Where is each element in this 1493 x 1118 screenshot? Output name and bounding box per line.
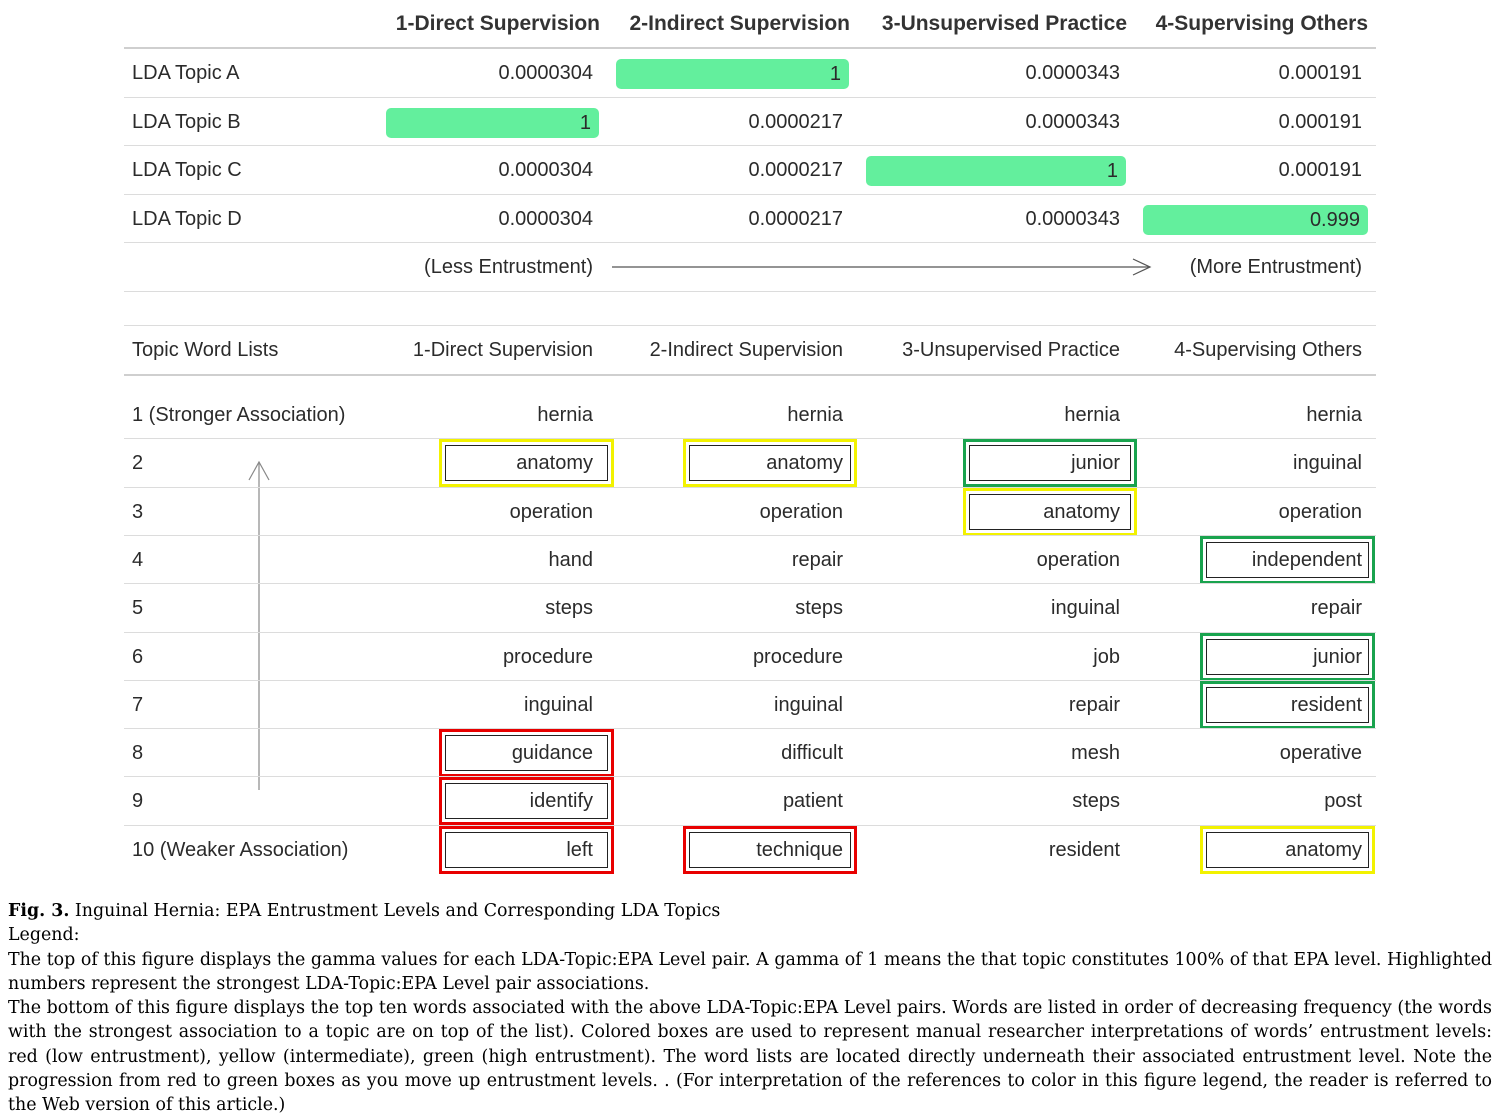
caption-paragraph: The top of this figure displays the gamma values for each LDA-Topic:EPA Level pair. A gamma of 1 means the that topic constitutes 100% of that EPA level. Highlighted numbers represent the strongest LDA-Topic:EPA Level pair associations.: [8, 949, 1492, 994]
divider: [124, 680, 1376, 681]
more-entrustment-label: (More Entrustment): [1189, 256, 1362, 278]
gamma-header-row: [124, 0, 1376, 48]
topic-word: identify: [529, 790, 593, 813]
caption-paragraph: The bottom of this figure displays the top ten words associated with the above LDA-Topic:EPA Level pairs. Words are listed in order of decreasing frequency (the words with the strongest association to a topic are on top of the list). Colored boxes are used to represent manual researcher interpretations of words’ entrustment levels: red (low entrustment), yellow (intermediate), green (high entrustment). The word lists are located directly underneath their associated entrustment level. Note the progression from red to green boxes as you move up entrustment levels. . (For interpretation of the references to color in this figure legend, the reader is referred to the Web version of this article.): [8, 998, 1492, 1116]
topic-word: resident: [1290, 693, 1362, 716]
topic-word: hernia: [1064, 404, 1120, 426]
word-row: [124, 777, 1376, 825]
word-row-label: 4: [132, 548, 144, 571]
arrow-up-icon: [248, 460, 270, 790]
figure-caption: [8, 899, 1492, 1118]
word-row: [124, 536, 1376, 584]
word-row-label: 6: [132, 645, 144, 668]
topic-word: guidance: [511, 742, 593, 765]
divider: [124, 632, 1376, 633]
word-row-label: 2: [132, 452, 144, 475]
word-row-label: 3: [132, 500, 144, 523]
topic-word: junior: [1071, 452, 1120, 475]
topic-word: inguinal: [1293, 452, 1362, 475]
topic-word: procedure: [502, 645, 593, 668]
divider: [124, 145, 1376, 146]
topic-word: technique: [756, 838, 843, 861]
topic-word: steps: [795, 597, 843, 620]
topic-word: anatomy: [766, 452, 843, 475]
topic-word: inguinal: [1051, 597, 1120, 620]
divider: [124, 374, 1376, 376]
entrustment-arrow-row: [124, 243, 1376, 291]
topic-word: resident: [1048, 838, 1120, 861]
word-row-label: 9: [132, 790, 144, 813]
word-row: [124, 826, 1376, 874]
arrow-right-icon: [612, 257, 1154, 277]
gamma-highlight-bar: [866, 156, 1126, 186]
topic-word: inguinal: [524, 693, 593, 716]
divider: [124, 583, 1376, 584]
topic-word: operation: [1278, 500, 1362, 523]
word-row: [124, 488, 1376, 536]
gamma-value: 0.0000217: [748, 159, 843, 181]
gamma-value: 0.0000343: [1025, 110, 1120, 133]
topic-word: difficult: [781, 742, 843, 765]
topic-word: post: [1324, 790, 1362, 813]
gamma-value: 1: [579, 111, 591, 134]
legend-label: Legend:: [8, 925, 80, 946]
gamma-row: [124, 195, 1376, 243]
topic-word: junior: [1313, 645, 1362, 668]
less-entrustment-label: (Less Entrustment): [424, 256, 593, 278]
figure-label: Fig. 3.: [8, 901, 70, 921]
topic-word: steps: [545, 597, 593, 620]
gamma-value: 0.000191: [1278, 159, 1362, 181]
word-row: [124, 439, 1376, 487]
gamma-row-label: LDA Topic A: [132, 62, 240, 84]
topic-word: left: [566, 838, 593, 861]
divider: [124, 194, 1376, 195]
topic-word: hernia: [787, 404, 843, 426]
word-row-label: 7: [132, 693, 144, 716]
topic-word: anatomy: [1285, 838, 1362, 861]
word-row: [124, 681, 1376, 729]
gamma-highlight-bar: [386, 108, 599, 138]
topic-word: repair: [1310, 597, 1362, 620]
topic-word: anatomy: [1043, 500, 1120, 523]
topic-word: operative: [1279, 742, 1362, 765]
word-body: [124, 391, 1376, 874]
topic-word: repair: [791, 548, 843, 571]
topic-word: hernia: [537, 404, 593, 426]
word-header-row: [124, 326, 1376, 374]
gamma-row-label: LDA Topic C: [132, 159, 242, 181]
divider: [124, 825, 1376, 826]
word-col-header: 3-Unsupervised Practice: [902, 339, 1120, 361]
topic-word: repair: [1068, 693, 1120, 716]
topic-word: independent: [1251, 548, 1362, 571]
divider: [124, 776, 1376, 777]
topic-word: mesh: [1071, 742, 1120, 765]
gamma-value: 0.999: [1309, 208, 1360, 231]
topic-word: hand: [548, 548, 593, 571]
word-col-header: 2-Indirect Supervision: [649, 339, 843, 361]
divider: [124, 728, 1376, 729]
gamma-highlight-bar: [1143, 205, 1368, 235]
figure-title: Inguinal Hernia: EPA Entrustment Levels and Corresponding LDA Topics: [74, 901, 721, 921]
word-row: [124, 633, 1376, 681]
gamma-value: 0.0000343: [1025, 62, 1120, 84]
gamma-row-label: LDA Topic D: [132, 207, 242, 230]
divider: [124, 487, 1376, 488]
gamma-value: 0.000191: [1278, 62, 1362, 84]
word-row-label: 10 (Weaker Association): [132, 838, 349, 861]
gamma-value: 0.0000304: [498, 62, 593, 84]
topic-word: anatomy: [516, 452, 593, 475]
gamma-value: 0.000191: [1278, 110, 1362, 133]
word-row-label: 8: [132, 742, 144, 765]
gamma-col-header: 2-Indirect Supervision: [629, 12, 850, 35]
topic-word: steps: [1072, 790, 1120, 813]
gamma-highlight-bar: [616, 59, 849, 89]
word-table-header-label: Topic Word Lists: [132, 339, 279, 361]
topic-word: job: [1093, 645, 1120, 668]
divider: [124, 438, 1376, 439]
topic-word: hernia: [1306, 404, 1362, 426]
gamma-value: 0.0000217: [748, 207, 843, 230]
word-row: [124, 584, 1376, 632]
divider: [124, 535, 1376, 536]
gamma-col-header: 3-Unsupervised Practice: [881, 12, 1127, 35]
word-row: [124, 391, 1376, 439]
gamma-value: 0.0000304: [498, 159, 593, 181]
gamma-row-label: LDA Topic B: [132, 110, 241, 133]
topic-word: patient: [782, 790, 843, 813]
word-col-header: 1-Direct Supervision: [412, 339, 593, 361]
divider: [124, 97, 1376, 98]
gamma-col-header: 1-Direct Supervision: [395, 12, 600, 35]
gamma-row: [124, 146, 1376, 194]
topic-word: operation: [509, 500, 593, 523]
word-row-label: 5: [132, 597, 144, 620]
gamma-value: 1: [1106, 160, 1118, 182]
gamma-row: [124, 49, 1376, 97]
divider: [124, 242, 1376, 243]
gamma-value: 1: [829, 63, 841, 85]
divider: [124, 291, 1376, 292]
word-row: [124, 729, 1376, 777]
gamma-value: 0.0000304: [498, 207, 593, 230]
gamma-row: [124, 98, 1376, 146]
gamma-col-header: 4-Supervising Others: [1155, 12, 1368, 35]
word-col-header: 4-Supervising Others: [1174, 339, 1362, 361]
topic-word: operation: [1036, 548, 1120, 571]
topic-word: procedure: [752, 645, 843, 668]
topic-word: operation: [759, 500, 843, 523]
gamma-value: 0.0000343: [1025, 207, 1120, 230]
gamma-value: 0.0000217: [748, 110, 843, 133]
topic-word: inguinal: [774, 693, 843, 716]
word-row-label: 1 (Stronger Association): [132, 404, 346, 426]
